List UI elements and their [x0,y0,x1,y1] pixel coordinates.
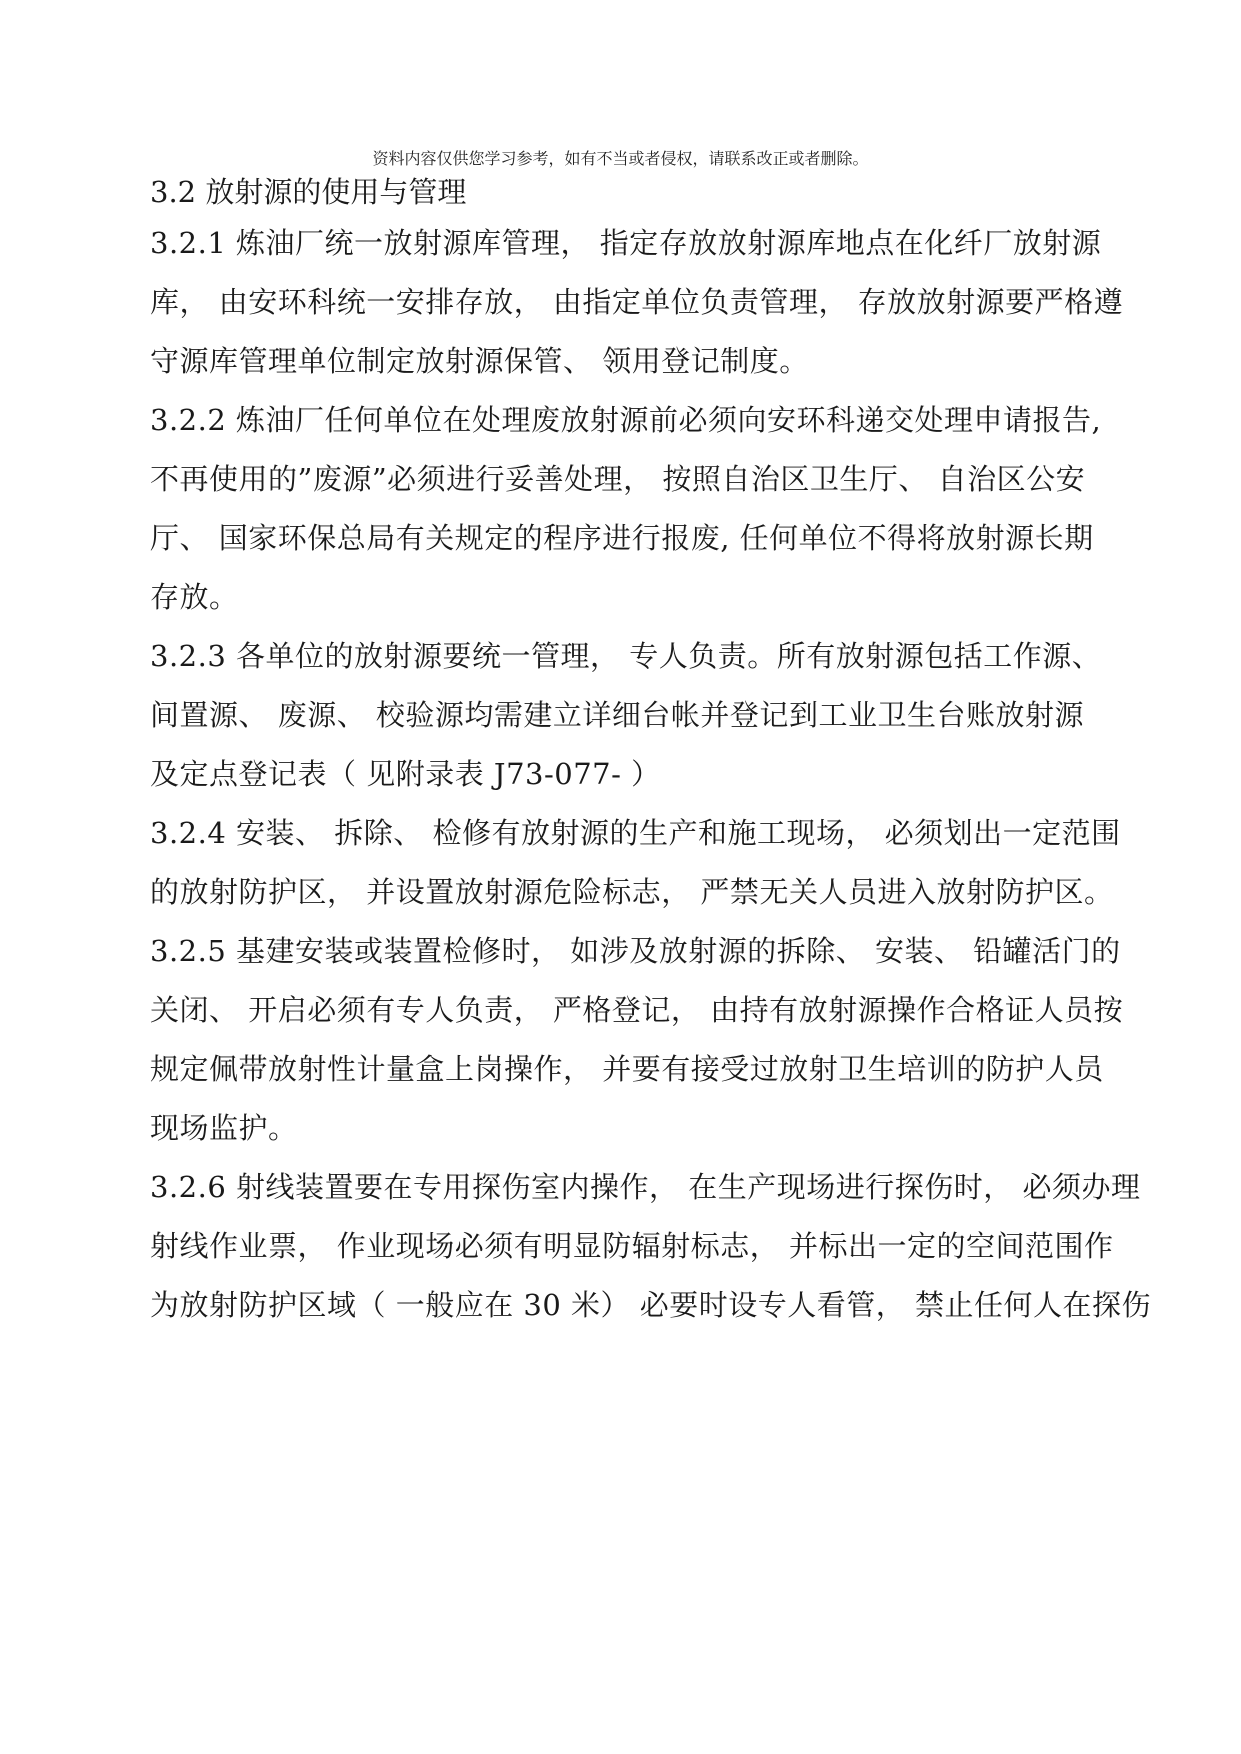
paragraph-line: 的放射防护区， 并设置放射源危险标志， 严禁无关人员进入放射防护区。 [150,875,1114,909]
paragraph-line: 3.2.3 各单位的放射源要统一管理， 专人负责。所有放射源包括工作源、 [150,639,1102,673]
paragraph-line: 3.2.5 基建安装或装置检修时， 如涉及放射源的拆除、 安装、 铅罐活门的 [150,934,1121,968]
paragraph-line: 为放射防护区域（ 一般应在 30 米） 必要时设专人看管， 禁止任何人在探伤 [150,1288,1151,1322]
paragraph-line: 及定点登记表（ 见附录表 J73-077- ） [150,757,661,791]
paragraph-line: 3.2.1 炼油厂统一放射源库管理， 指定存放放射源库地点在化纤厂放射源 [150,226,1102,260]
paragraph-line: 3.2.2 炼油厂任何单位在处理废放射源前必须向安环科递交处理申请报告, [150,403,1102,437]
paragraph-line: 3.2.4 安装、 拆除、 检修有放射源的生产和施工现场， 必须划出一定范围 [150,816,1121,850]
paragraph-line: 规定佩带放射性计量盒上岗操作， 并要有接受过放射卫生培训的防护人员 [150,1052,1104,1086]
paragraph-line: 不再使用的”废源”必须进行妥善处理， 按照自治区卫生厅、 自治区公安 [150,462,1086,496]
paragraph-line: 守源库管理单位制定放射源保管、 领用登记制度。 [150,344,809,378]
paragraph-line: 库， 由安环科统一安排存放， 由指定单位负责管理， 存放放射源要严格遵 [150,285,1124,319]
paragraph-line: 现场监护。 [150,1111,298,1145]
paragraph-line: 间置源、 废源、 校验源均需建立详细台帐并登记到工业卫生台账放射源 [150,698,1084,732]
paragraph-line: 关闭、 开启必须有专人负责， 严格登记， 由持有放射源操作合格证人员按 [150,993,1124,1027]
paragraph-line: 厅、 国家环保总局有关规定的程序进行报废, 任何单位不得将放射源长期 [150,521,1094,555]
paragraph-line: 存放。 [150,580,239,614]
section-title: 3.2 放射源的使用与管理 [150,175,467,209]
disclaimer-header: 资料内容仅供您学习参考，如有不当或者侵权，请联系改正或者删除。 [372,149,869,168]
paragraph-line: 3.2.6 射线装置要在专用探伤室内操作， 在生产现场进行探伤时， 必须办理 [150,1170,1141,1204]
paragraph-line: 射线作业票， 作业现场必须有明显防辐射标志， 并标出一定的空间范围作 [150,1229,1114,1263]
